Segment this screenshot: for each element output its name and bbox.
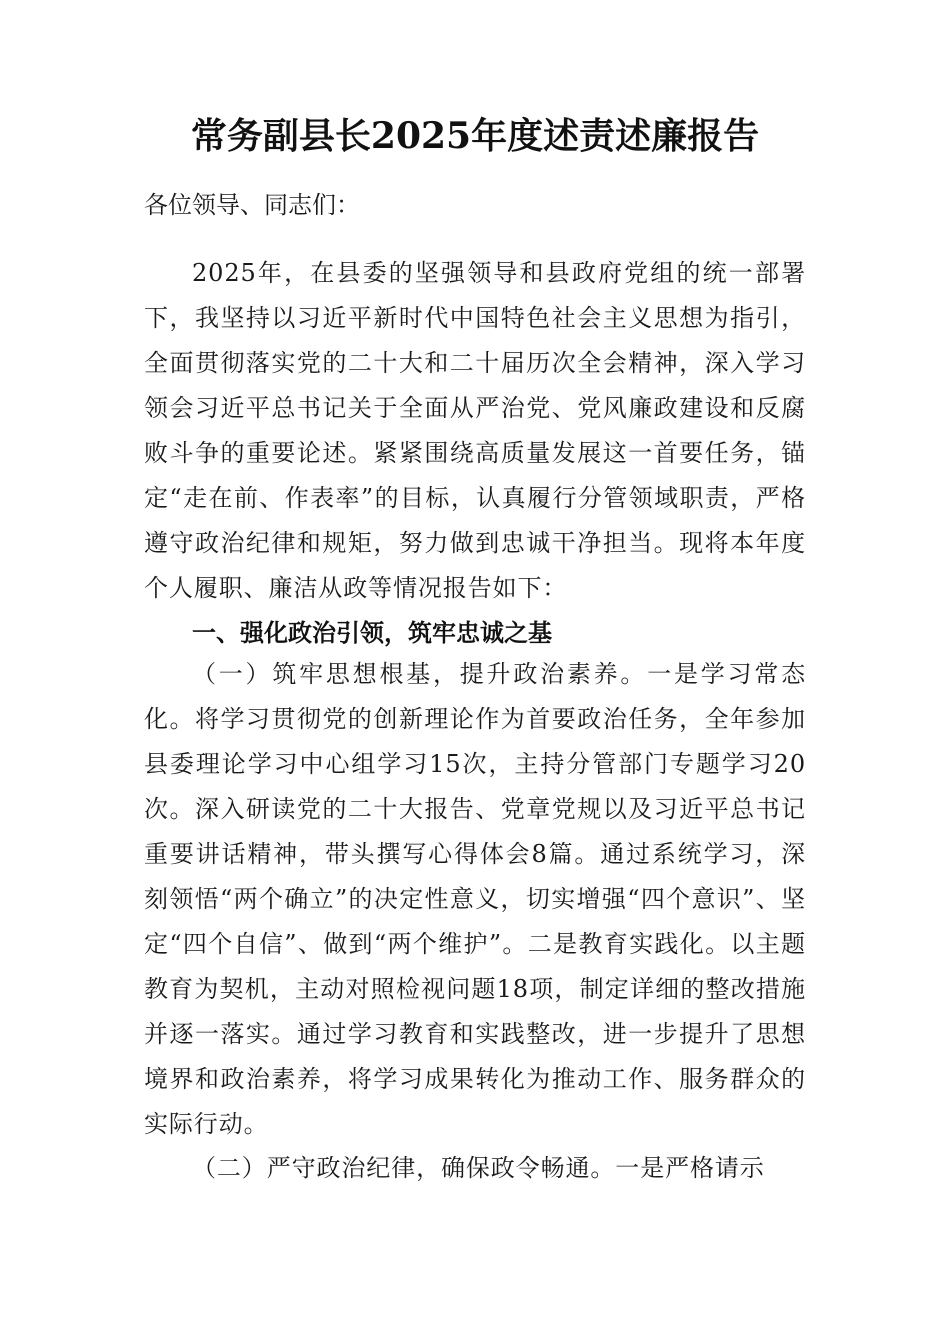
intro-paragraph: 2025年，在县委的坚强领导和县政府党组的统一部署下，我坚持以习近平新时代中国特色社会主义思想为指引，全面贯彻落实党的二十大和二十届历次全会精神，深入学习领会习近平总书记关于全面从严治党、党风廉政建设和反腐败斗争的重要论述。紧紧围绕高质量发展这一首要任务，锚定“走在前、作表率”的目标，认真履行分管领域职责，严格遵守政治纪律和规矩，努力做到忠诚干净担当。现将本年度个人履职、廉洁从政等情况报告如下： (144, 259, 806, 602)
document-title: 常务副县长2025年度述责述廉报告 (190, 115, 760, 157)
subsection-2-paragraph: （二）严守政治纪律，确保政令畅通。一是严格请示 (192, 1154, 765, 1182)
salutation: 各位领导、同志们： (144, 191, 360, 219)
section-1-heading: 一、强化政治引领，筑牢忠诚之基 (192, 619, 552, 647)
subsection-1-paragraph: （一）筑牢思想根基，提升政治素养。一是学习常态化。将学习贯彻党的创新理论作为首要政治任务，全年参加县委理论学习中心组学习15次，主持分管部门专题学习20次。深入研读党的二十大报告、党章党规以及习近平总书记重要讲话精神，带头撰写心得体会8篇。通过系统学习，深刻领悟“两个确立”的决定性意义，切实增强“四个意识”、坚定“四个自信”、做到“两个维护”。二是教育实践化。以主题教育为契机，主动对照检视问题18项，制定详细的整改措施并逐一落实。通过学习教育和实践整改，进一步提升了思想境界和政治素养，将学习成果转化为推动工作、服务群众的实际行动。 (144, 660, 806, 1138)
